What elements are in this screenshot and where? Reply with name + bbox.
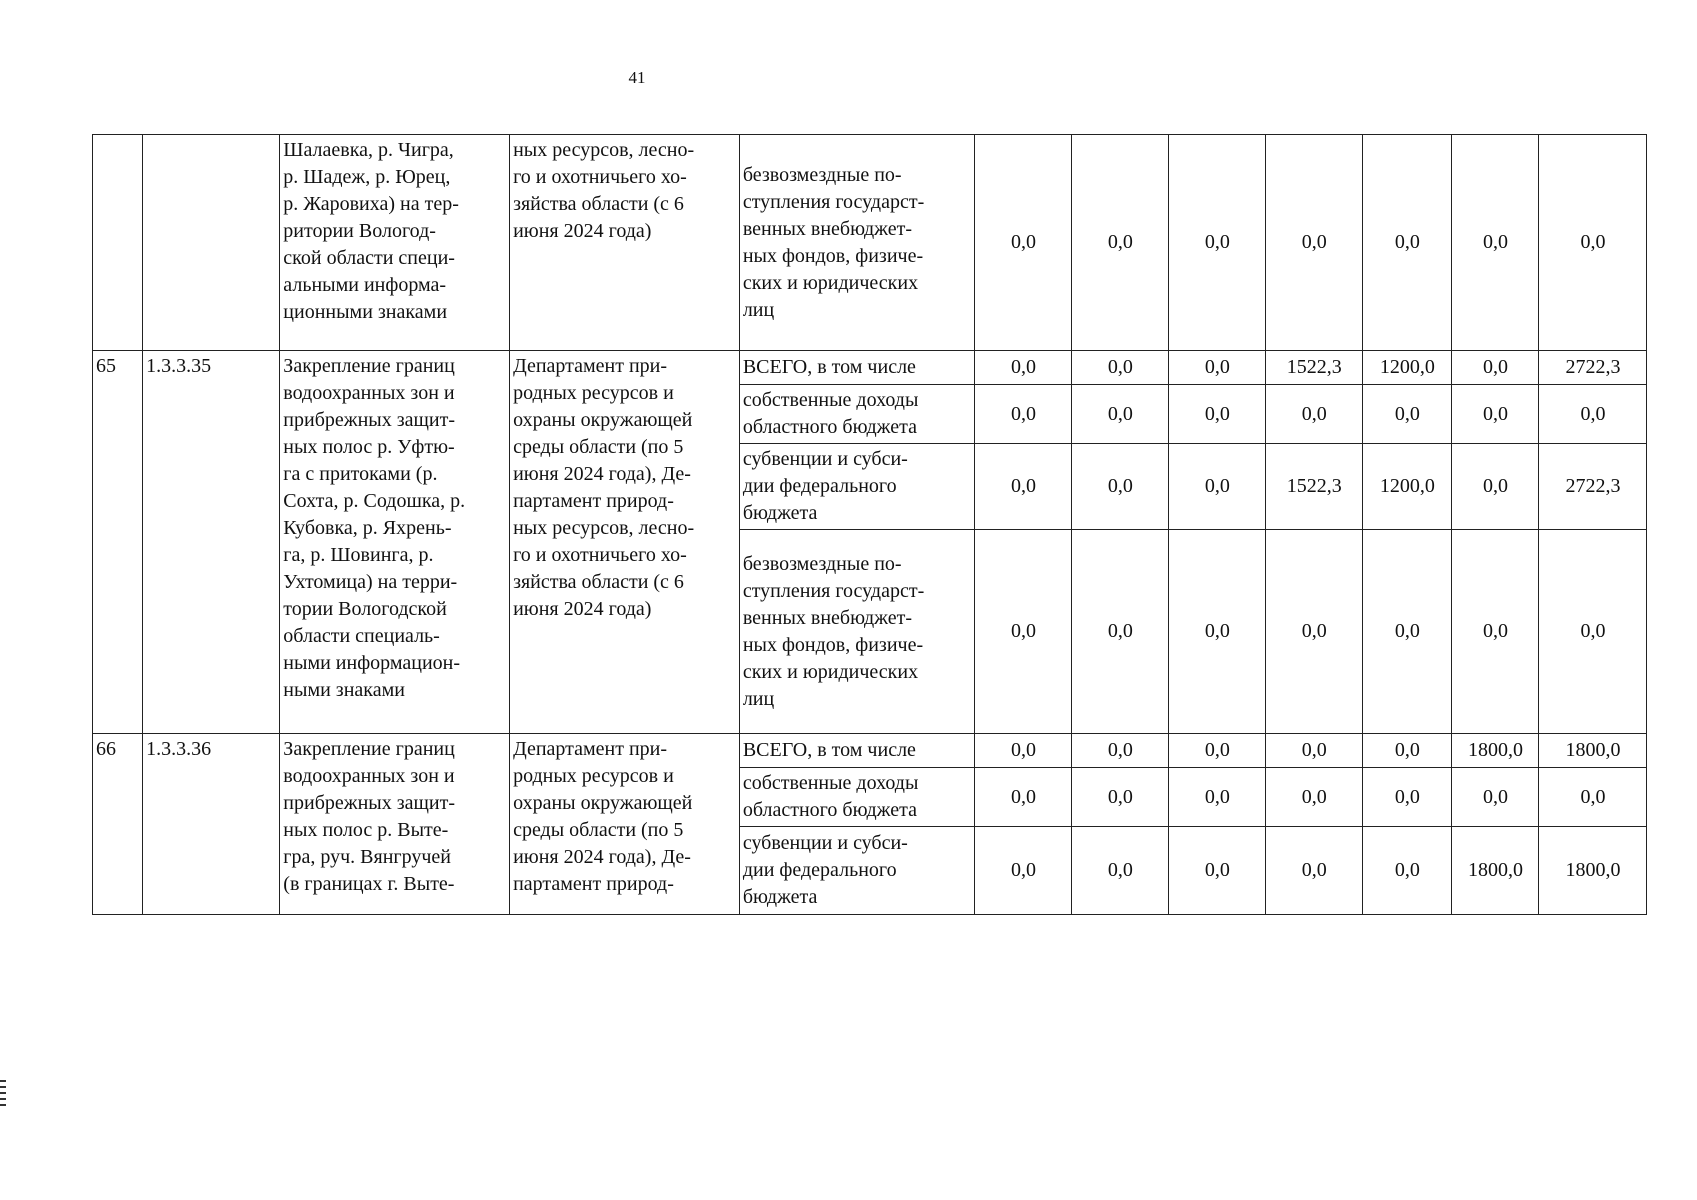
value-cell: 0,0 [975,530,1072,734]
item-number-cell: 66 [93,734,143,915]
value-cell: 1800,0 [1539,827,1647,915]
item-code-cell: 1.3.3.36 [143,734,280,915]
value-cell: 0,0 [1071,385,1168,444]
value-cell: 0,0 [1362,827,1451,915]
value-cell: 0,0 [1265,827,1362,915]
value-cell: 0,0 [1539,385,1647,444]
value-cell: 0,0 [975,734,1072,768]
value-cell: 0,0 [1362,734,1451,768]
page-number: 41 [628,68,646,87]
value-cell: 0,0 [1362,385,1451,444]
scan-mark [0,1080,6,1082]
value-cell: 0,0 [1451,530,1538,734]
value-cell: 0,0 [1168,768,1265,827]
item-executor-cell: Департамент при- родных ресурсов и охраны окружающей среды области (по 5 июня 2024 года), Де- партамент природ- ных ресурсов, лесно- го и охотничьего хо- зяйства области (с 6 июня 2024 года) [510,351,740,734]
item-number-cell: 65 [93,351,143,734]
value-cell: 0,0 [1539,135,1647,351]
value-cell: 0,0 [1451,768,1538,827]
value-cell: 1200,0 [1362,444,1451,530]
funding-source-cell: собственные доходы областного бюджета [739,768,974,827]
value-cell: 0,0 [1539,768,1647,827]
item-executor-cell: Департамент при- родных ресурсов и охраны окружающей среды области (по 5 июня 2024 года), Де- партамент природ- [510,734,740,915]
value-cell: 0,0 [1071,827,1168,915]
value-cell: 1522,3 [1265,444,1362,530]
value-cell: 1522,3 [1265,351,1362,385]
funding-source-cell: собственные доходы областного бюджета [739,385,974,444]
value-cell: 0,0 [1451,444,1538,530]
value-cell: 0,0 [1265,768,1362,827]
value-cell: 0,0 [1071,444,1168,530]
funding-source-cell: субвенции и субси- дии федерального бюджета [739,444,974,530]
value-cell: 0,0 [1265,530,1362,734]
scan-mark [0,1092,6,1094]
item-code-cell: 1.3.3.35 [143,351,280,734]
value-cell: 0,0 [1265,385,1362,444]
table-row [93,351,1647,385]
value-cell: 0,0 [1168,385,1265,444]
value-cell: 0,0 [1071,530,1168,734]
value-cell: 1200,0 [1362,351,1451,385]
value-cell: 0,0 [1071,734,1168,768]
scan-mark [0,1098,6,1100]
item-name-cell: Закрепление границ водоохранных зон и прибрежных защит- ных полос р. Выте- гра, руч. Вянгручей (в границах г. Выте- [280,734,510,915]
budget-table [92,134,1647,915]
value-cell: 0,0 [1265,734,1362,768]
funding-source-cell: ВСЕГО, в том числе [739,351,974,385]
value-cell: 0,0 [1451,385,1538,444]
table-row [93,135,1647,351]
value-cell: 0,0 [1168,530,1265,734]
scan-mark [0,1086,6,1088]
item-number-cell [93,135,143,351]
value-cell: 0,0 [1362,768,1451,827]
value-cell: 0,0 [1168,827,1265,915]
value-cell: 0,0 [1071,768,1168,827]
value-cell: 0,0 [1265,135,1362,351]
value-cell: 0,0 [1071,351,1168,385]
funding-source-cell: субвенции и субси- дии федерального бюджета [739,827,974,915]
value-cell: 1800,0 [1451,734,1538,768]
funding-source-cell: ВСЕГО, в том числе [739,734,974,768]
value-cell: 0,0 [1168,444,1265,530]
value-cell: 0,0 [1451,351,1538,385]
table-body [93,135,1647,915]
value-cell: 0,0 [975,768,1072,827]
item-executor-cell: ных ресурсов, лесно- го и охотничьего хо- зяйства области (с 6 июня 2024 года) [510,135,740,351]
value-cell: 2722,3 [1539,444,1647,530]
value-cell: 0,0 [975,351,1072,385]
value-cell: 0,0 [1168,351,1265,385]
scan-mark [0,1104,6,1106]
item-name-cell: Закрепление границ водоохранных зон и прибрежных защит- ных полос р. Уфтю- га с притоками (р. Сохта, р. Содошка, р. Кубовка, р. Яхрень- га, р. Шовинга, р. Ухтомица) на терри- тории Вологодской области специаль- ными информацион- ными знаками [280,351,510,734]
value-cell: 2722,3 [1539,351,1647,385]
item-code-cell [143,135,280,351]
funding-source-cell: безвозмездные по- ступления государст- венных внебюджет- ных фондов, физиче- ских и юридических лиц [739,530,974,734]
item-name-cell: Шалаевка, р. Чигра, р. Шадеж, р. Юрец, р. Жаровиха) на тер- ритории Вологод- ской области специ- альными информа- ционными знаками [280,135,510,351]
value-cell: 0,0 [1451,135,1538,351]
funding-source-cell: безвозмездные по- ступления государст- венных внебюджет- ных фондов, физиче- ских и юридических лиц [739,135,974,351]
value-cell: 0,0 [1362,135,1451,351]
value-cell: 0,0 [1539,530,1647,734]
value-cell: 0,0 [1168,135,1265,351]
value-cell: 0,0 [975,444,1072,530]
table-row [93,734,1647,768]
value-cell: 0,0 [975,385,1072,444]
value-cell: 1800,0 [1539,734,1647,768]
value-cell: 0,0 [975,135,1072,351]
value-cell: 0,0 [1168,734,1265,768]
value-cell: 0,0 [1362,530,1451,734]
value-cell: 0,0 [1071,135,1168,351]
value-cell: 0,0 [975,827,1072,915]
value-cell: 1800,0 [1451,827,1538,915]
